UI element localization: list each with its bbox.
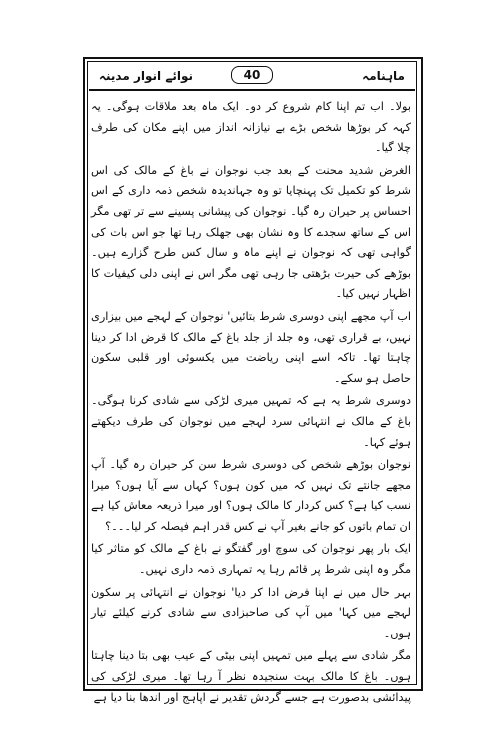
- paragraph: ایک بار پھر نوجوان کی سوچ اور گفتگو نے باغ کے مالک کو متاثر کیا مگر وہ اپنی شرط پر قائم رہا یہ تمہاری ذمہ داری نہیں۔: [91, 542, 411, 577]
- paragraph: بہر حال میں نے اپنا فرض ادا کر دیا' نوجوان نے انتہائی پر سکون لہجے میں کہا' میں آپ کی صاحبزادی سے شادی کرنے کیلئے تیار ہوں۔: [91, 585, 411, 640]
- page-number-value: 40: [243, 68, 261, 82]
- article-body: [91, 97, 411, 704]
- book-page: [83, 57, 423, 704]
- page-header: [89, 63, 415, 89]
- magazine-type: ماہنامہ: [362, 69, 405, 83]
- magazine-name: نوائے انوار مدینہ: [99, 69, 193, 83]
- paragraph: نوجوان بوڑھے شخص کی دوسری شرط سن کر حیران رہ گیا۔ آپ مجھے جانتے تک نہیں کہ میں کون ہوں؟ کہاں سے آیا ہوں؟ میرا نسب کیا ہے؟ کس کردار کا مالک ہوں؟ اور میرا ذریعہ معاش کیا ہے ان تمام باتوں کو جانے بغیر آپ نے کس قدر اہم فیصلہ کر لیا۔۔۔؟: [91, 458, 411, 533]
- paragraph: دوسری شرط یہ ہے کہ تمہیں میری لڑکی سے شادی کرنا ہوگی۔ باغ کے مالک نے انتہائی سرد لہجے میں نوجوان کی طرف دیکھتے ہوئے کہا۔: [91, 394, 411, 449]
- paragraph: الغرض شدید محنت کے بعد جب نوجوان نے باغ کے مالک کی اس شرط کو تکمیل تک پہنچایا تو وہ جہاندیدہ شخص ذمہ داری کے اس احساس پر حیران رہ گیا۔ نوجوان کی پیشانی پسینے سے تر تھی مگر اس کے ساتھ سجدے کا وہ نشان بھی جھلک رہا تھا جو اس بات کی گواہی تھی کہ نوجوان نے اپنے ماہ و سال کس طرح گزارے ہیں۔ بوڑھے کی حیرت بڑھتی جا رہی تھی مگر اس نے اپنی دلی کیفیات کا اظہار نہیں کیا۔: [91, 163, 411, 301]
- header-divider: [89, 89, 415, 91]
- page-number: [231, 66, 273, 84]
- paragraph: مگر شادی سے پہلے میں تمہیں اپنی بیٹی کے عیب بھی بتا دینا چاہتا ہوں۔ باغ کا مالک بہت سنجیدہ نظر آ رہا تھا۔ میری لڑکی کی پیدائشی بدصورت ہے جسے گردش تقدیر نے اپاہج اور اندھا بنا دیا ہے: [91, 649, 411, 704]
- paragraph: اب آپ مجھے اپنی دوسری شرط بتائیں' نوجوان کے لہجے میں بیزاری نہیں، بے قراری تھی، وہ جلد از جلد باغ کے مالک کا قرض ادا کر دینا چاہتا تھا۔ تاکہ اسے اپنی ریاضت میں یکسوئی اور قلبی سکون حاصل ہو سکے۔: [91, 309, 411, 385]
- paragraph: بولا۔ اب تم اپنا کام شروع کر دو۔ ایک ماہ بعد ملاقات ہوگی۔ یہ کہہ کر بوڑھا شخص بڑے بے نیازانہ انداز میں اپنے مکان کی طرف چلا گیا۔: [91, 100, 411, 155]
